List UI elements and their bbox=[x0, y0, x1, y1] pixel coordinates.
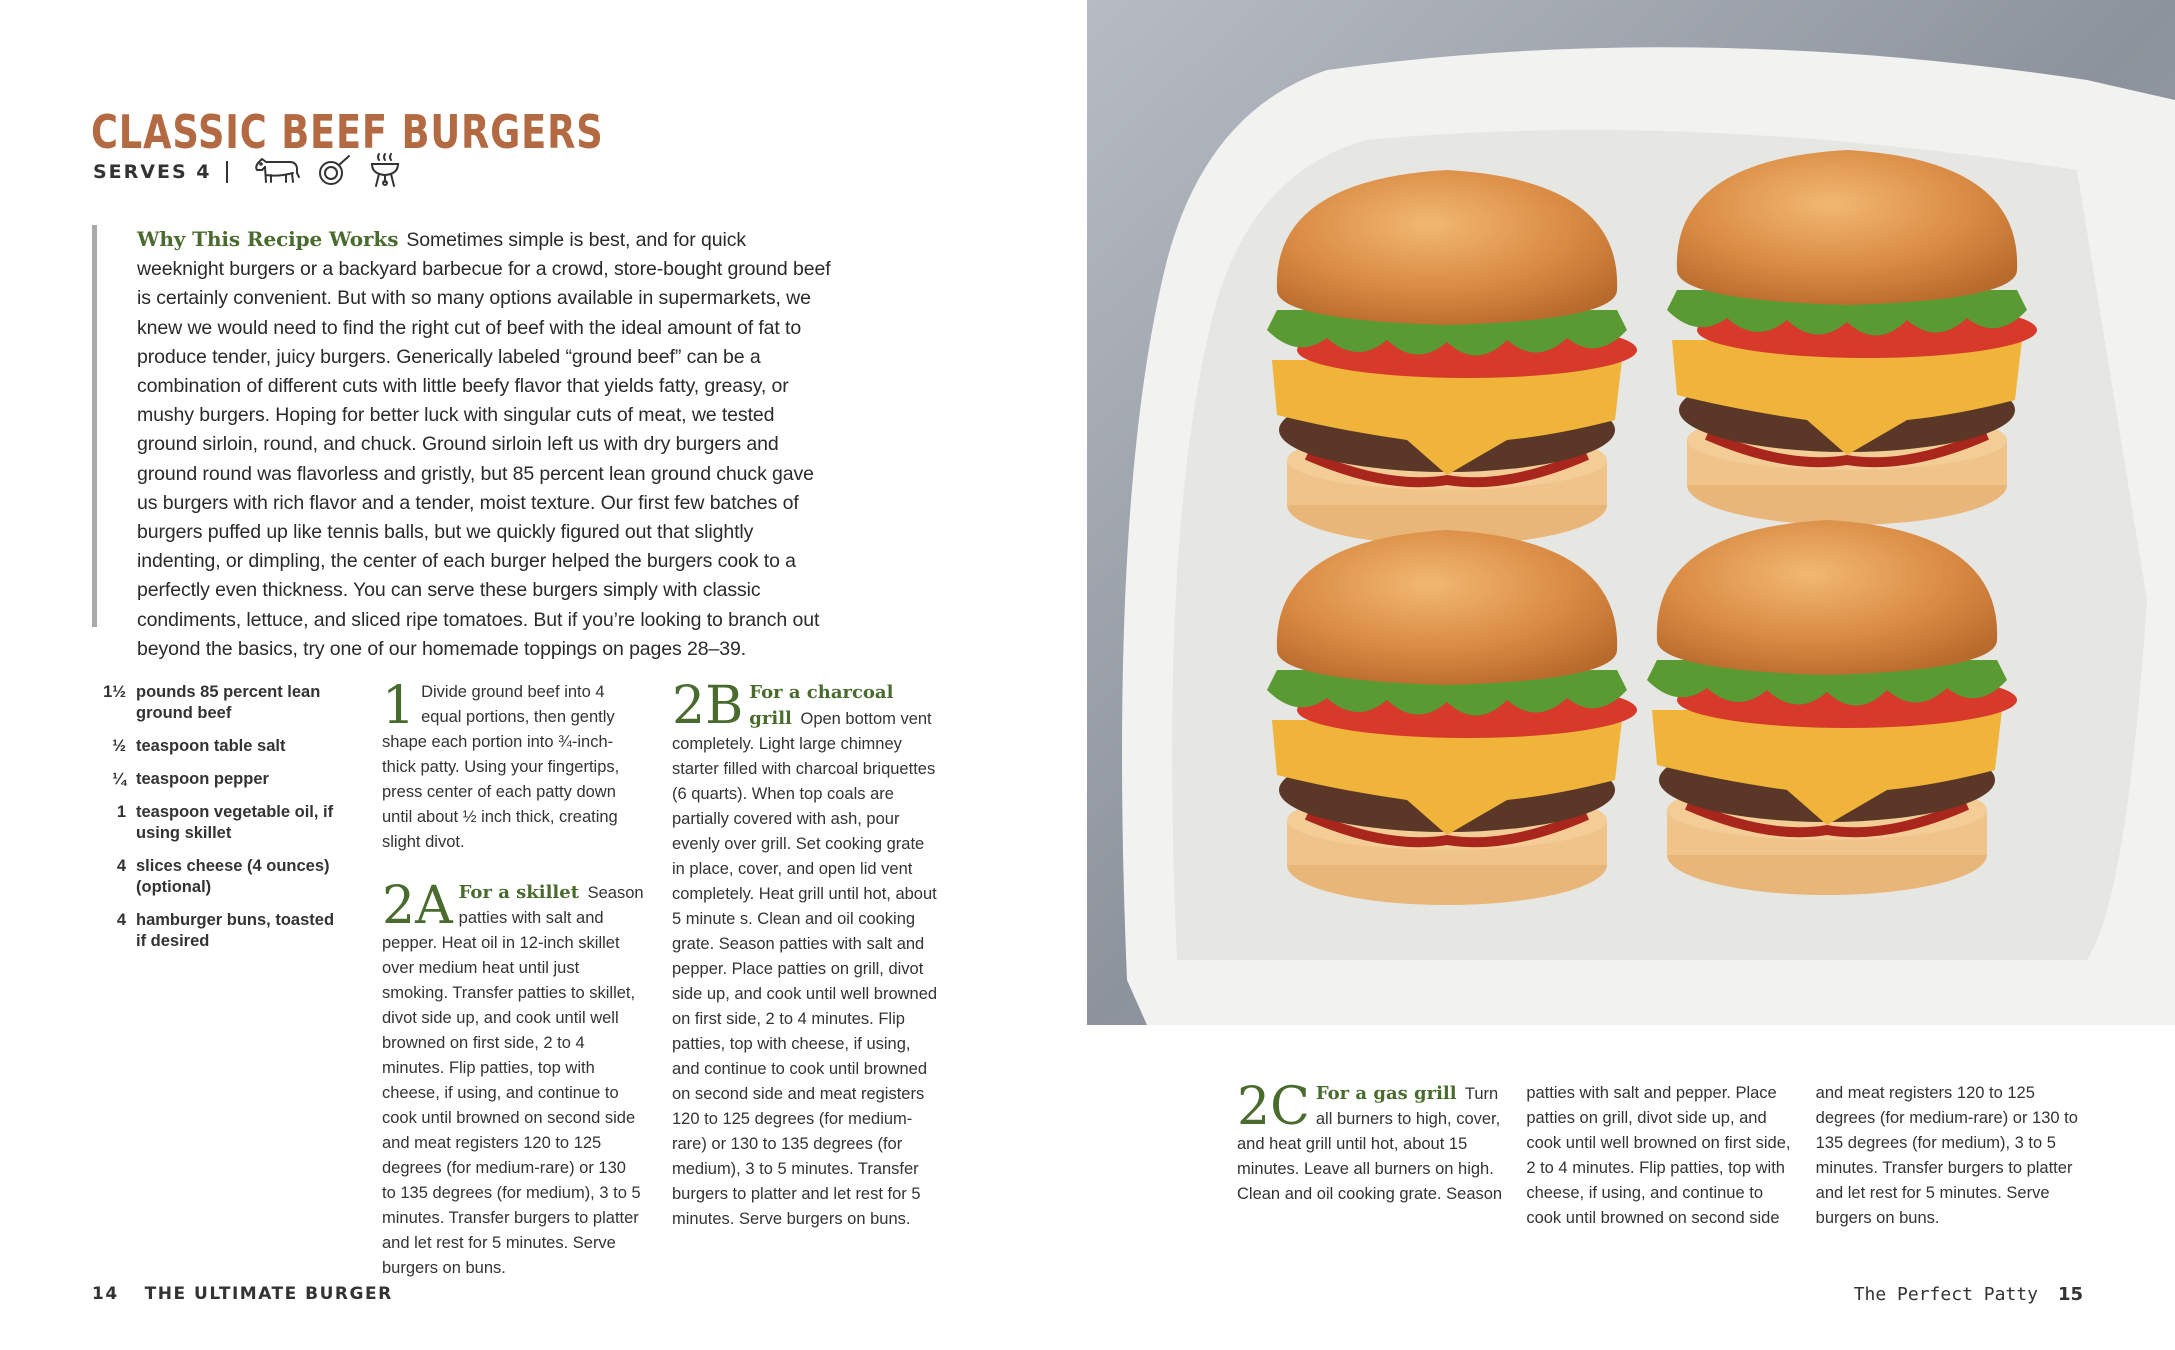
why-this-recipe-works bbox=[92, 225, 837, 660]
step-text: Divide ground beef into 4 equal portions, then gently shape each portion into ¾-inch-thick patty. Using your fingertips, press center of each patty down until about ½ inch thick, creating slight divot. bbox=[382, 683, 620, 851]
ingredient-desc: teaspoon pepper bbox=[136, 770, 269, 788]
step-2a-skillet bbox=[382, 876, 644, 1281]
step-paragraph bbox=[672, 676, 938, 1232]
intro-lead: Why This Recipe Works bbox=[137, 227, 399, 251]
ingredient-item bbox=[92, 736, 342, 757]
ingredient-qty: 1½ bbox=[103, 683, 126, 701]
chapter-title: The Perfect Patty bbox=[1853, 1284, 2038, 1305]
step-1 bbox=[382, 676, 644, 855]
ingredient-item bbox=[92, 802, 342, 844]
ingredient-item bbox=[92, 910, 342, 952]
step-number: 2B bbox=[672, 676, 744, 736]
step-heading: For a charcoal grill bbox=[749, 682, 894, 729]
step-paragraph bbox=[382, 876, 644, 1281]
skillet-icon bbox=[316, 153, 354, 192]
ingredient-item bbox=[92, 769, 342, 790]
recipe-title: CLASSIC BEEF BURGERS bbox=[91, 104, 604, 159]
serves-row bbox=[93, 152, 416, 192]
page-number-right: 15 bbox=[2057, 1284, 2083, 1305]
step-text: Turn all burners to high, cover, and heat grill until hot, about 15 minutes. Leave all burners on high. Clean and oil cooking grate. Season patties with salt and pepper. Place patties on grill, divot side up, and cook until well browned on first side, 2 to 4 minutes. Flip patties, top with cheese, if using, and continue to cook until browned on second side and meat registers 120 to 125 degrees (for medium-rare) or 130 to 135 degrees (for medium), 3 to 5 minutes. Transfer burgers to platter and let rest for 5 minutes. Serve burgers on buns. bbox=[1237, 1084, 2078, 1227]
intro-paragraph bbox=[137, 225, 837, 664]
ingredient-desc: pounds 85 percent lean ground beef bbox=[136, 683, 321, 722]
ingredient-qty: 1 bbox=[116, 803, 126, 821]
ingredient-desc: teaspoon table salt bbox=[136, 737, 286, 755]
grill-icon bbox=[368, 152, 402, 193]
ingredient-qty: 4 bbox=[116, 911, 126, 929]
ingredient-item bbox=[92, 856, 342, 898]
step-2b-charcoal-grill bbox=[672, 676, 938, 1232]
serves-label: SERVES 4 bbox=[93, 161, 212, 183]
ingredient-desc: hamburger buns, toasted if desired bbox=[136, 911, 335, 950]
cow-icon bbox=[252, 153, 302, 192]
step-heading: For a gas grill bbox=[1315, 1083, 1457, 1104]
ingredient-desc: slices cheese (4 ounces) (optional) bbox=[136, 857, 330, 896]
step-number: 2A bbox=[382, 876, 453, 936]
step-2c-gas-grill bbox=[1237, 1077, 2083, 1231]
ingredient-item bbox=[92, 682, 342, 724]
burger-photo bbox=[1087, 0, 2175, 1025]
divider bbox=[226, 161, 228, 183]
ingredient-desc: teaspoon vegetable oil, if using skillet bbox=[136, 803, 334, 842]
ingredient-qty: ½ bbox=[112, 737, 126, 755]
step-number: 1 bbox=[382, 676, 416, 736]
step-number: 2C bbox=[1237, 1077, 1310, 1137]
ingredient-list bbox=[92, 682, 342, 964]
step-text: Season patties with salt and pepper. Heat oil in 12-inch skillet over medium heat until just smoking. Transfer patties to skillet, divot side up, and cook until well browned on first side, 2 to 4 minutes. Flip patties, top with cheese, if using, and continue to cook until browned on second side and meat registers 120 to 125 degrees (for medium-rare) or 130 to 135 degrees (for medium), 3 to 5 minutes. Transfer burgers to platter and let rest for 5 minutes. Serve burgers on buns. bbox=[382, 884, 644, 1277]
footer-left bbox=[92, 1284, 393, 1304]
step-text: Open bottom vent completely. Light large chimney starter filled with charcoal briquettes (6 quarts). When top coals are partially covered with ash, pour evenly over grill. Set cooking grate in place, cover, and open lid vent completely. Heat grill until hot, about 5 minute s. Clean and oil cooking grate. Season patties with salt and pepper. Place patties on grill, divot side up, and cook until well browned on first side, 2 to 4 minutes. Flip patties, top with cheese, if using, and continue to cook until browned on second side and meat registers 120 to 125 degrees (for medium-rare) or 130 to 135 degrees (for medium), 3 to 5 minutes. Transfer burgers to platter and let rest for 5 minutes. Serve burgers on buns. bbox=[672, 710, 938, 1228]
page-number-left: 14 bbox=[92, 1284, 119, 1304]
step-paragraph bbox=[1237, 1077, 2083, 1231]
ingredient-qty: ¼ bbox=[112, 770, 126, 788]
ingredient-qty: 4 bbox=[116, 857, 126, 875]
footer-right bbox=[1854, 1284, 2083, 1305]
intro-body: Sometimes simple is best, and for quick weeknight burgers or a backyard barbecue for a crowd, store-bought ground beef is certainly convenient. But with so many options available in supermarkets, we knew we would need to find the right cut of beef with the ideal amount of fat to produce tender, juicy burgers. Generically labeled “ground beef” can be a combination of different cuts with little beefy flavor that yields fatty, greasy, or mushy burgers. Hoping for better luck with singular cuts of meat, we tested ground sirloin, round, and chuck. Ground sirloin left us with dry burgers and ground round was flavorless and gristly, but 85 percent lean ground chuck gave us burgers with rich flavor and a tender, moist texture. Our first few batches of burgers puffed up like tennis balls, but we quickly figured out that slightly indenting, or dimpling, the center of each burger helped the burgers cook to a perfectly even thickness. You can serve these burgers simply with classic condiments, lettuce, and sliced ripe tomatoes. But if you’re looking to branch out beyond the basics, try one of our homemade toppings on pages 28–39. bbox=[137, 229, 831, 660]
book-title: THE ULTIMATE BURGER bbox=[144, 1284, 393, 1304]
step-heading: For a skillet bbox=[458, 882, 580, 903]
